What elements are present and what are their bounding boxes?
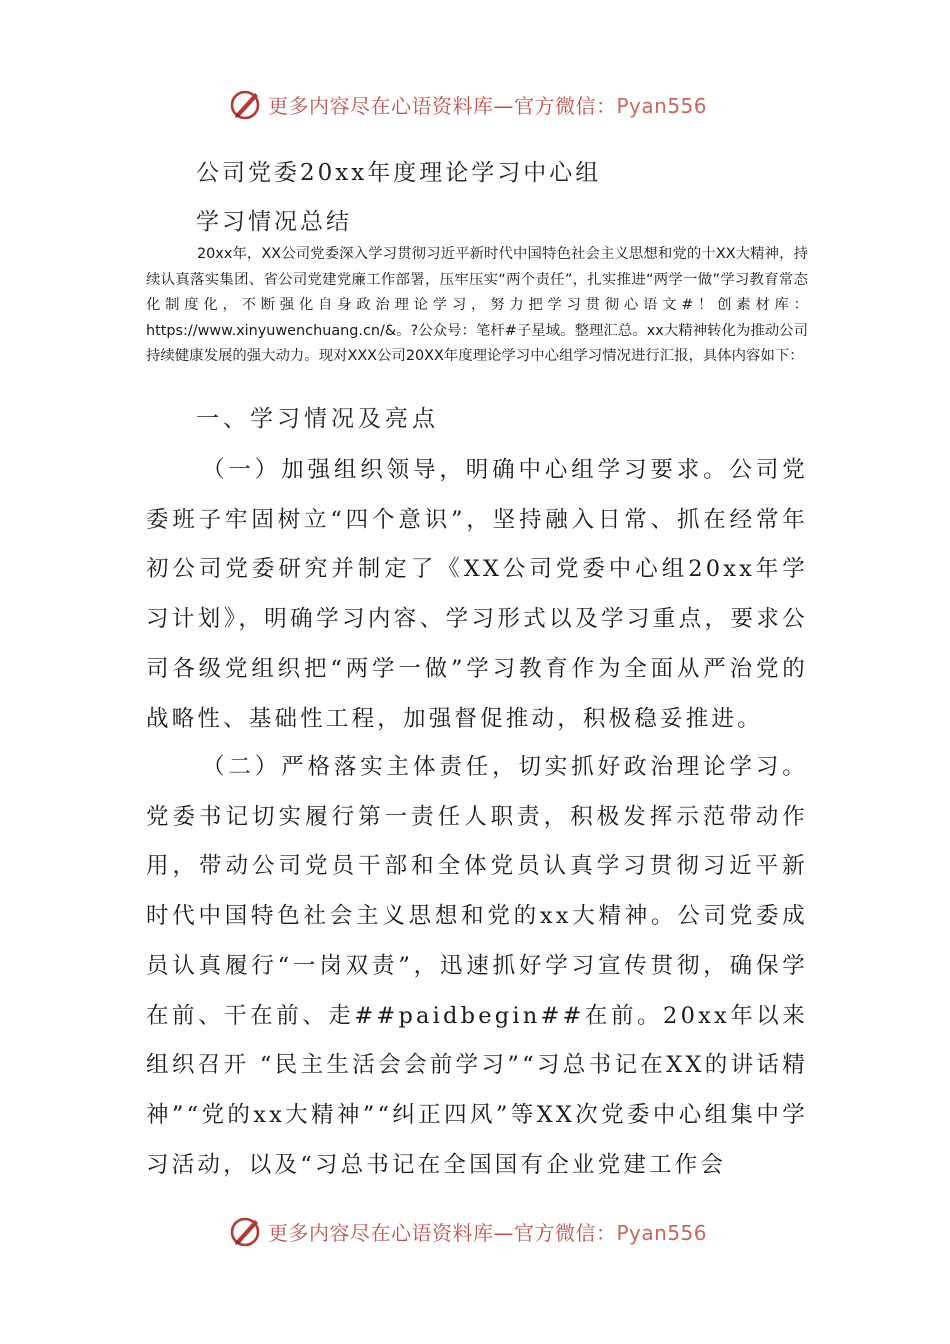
section-heading: 一、学习情况及亮点 — [196, 406, 439, 432]
body-paragraph-1: （一）加强组织领导，明确中心组学习要求。公司党委班子牢固树立“四个意识”，坚持融入日常、抓在经常年初公司党委研究并制定了《XX公司党委中心组20xx年学习计划》，明确学习内容、学习形式以及学习重点，要求公司各级党组织把“两学一做”学习教育作为全面从严治党的战略性、基础性工程，加强督促推动，积极稳妥推进。 — [146, 457, 808, 732]
header-watermark-banner — [228, 84, 728, 124]
document-title-line2: 学习情况总结 — [196, 209, 352, 235]
banner-text: 更多内容尽在心语资料库—官方微信：Pyan556 — [268, 93, 708, 118]
banner-wechat-id: Pyan556 — [616, 1220, 708, 1245]
intro-paragraph: 20xx年，XX公司党委深入学习贯彻习近平新时代中国特色社会主义思想和党的十XX大精神，持续认真落实集团、省公司党建党廉工作部署，压牢压实“两个责任”，扎实推进“两学一做”学习教育常态化制度化，不断强化自身政治理论学习，努力把学习贯彻心语文#！创素材库：https://www.xinyuwenchuang.cn/&。?公众号：笔杆#子星域。整理汇总。xx大精神转化为推动公司持续健康发展的强大动力。现对XXX公司20XX年度理论学习中心组学习情况进行汇报，具体内容如下： — [146, 246, 808, 364]
banner-wechat-id: Pyan556 — [616, 93, 708, 118]
pen-circle-logo-icon — [228, 86, 264, 122]
banner-text: 更多内容尽在心语资料库—官方微信：Pyan556 — [268, 1220, 708, 1245]
body-paragraph-2: （二）严格落实主体责任，切实抓好政治理论学习。党委书记切实履行第一责任人职责，积极发挥示范带动作用，带动公司党员干部和全体党员认真学习贯彻习近平新时代中国特色社会主义思想和党的xx大精神。公司党委成员认真履行“一岗双责”，迅速抓好学习宣传贯彻，确保学在前、干在前、走##paidbegin##在前。20xx年以来组织召开 “民主生活会会前学习”“习总书记在XX的讲话精神”“党的xx大精神”“纠正四风”等XX次党委中心组集中学习活动，以及“习总书记在全国国有企业党建工作会 — [146, 754, 808, 1178]
pen-circle-logo-icon — [228, 1213, 264, 1249]
footer-watermark-banner — [228, 1211, 728, 1251]
document-title-line1: 公司党委20xx年度理论学习中心组 — [196, 160, 602, 186]
